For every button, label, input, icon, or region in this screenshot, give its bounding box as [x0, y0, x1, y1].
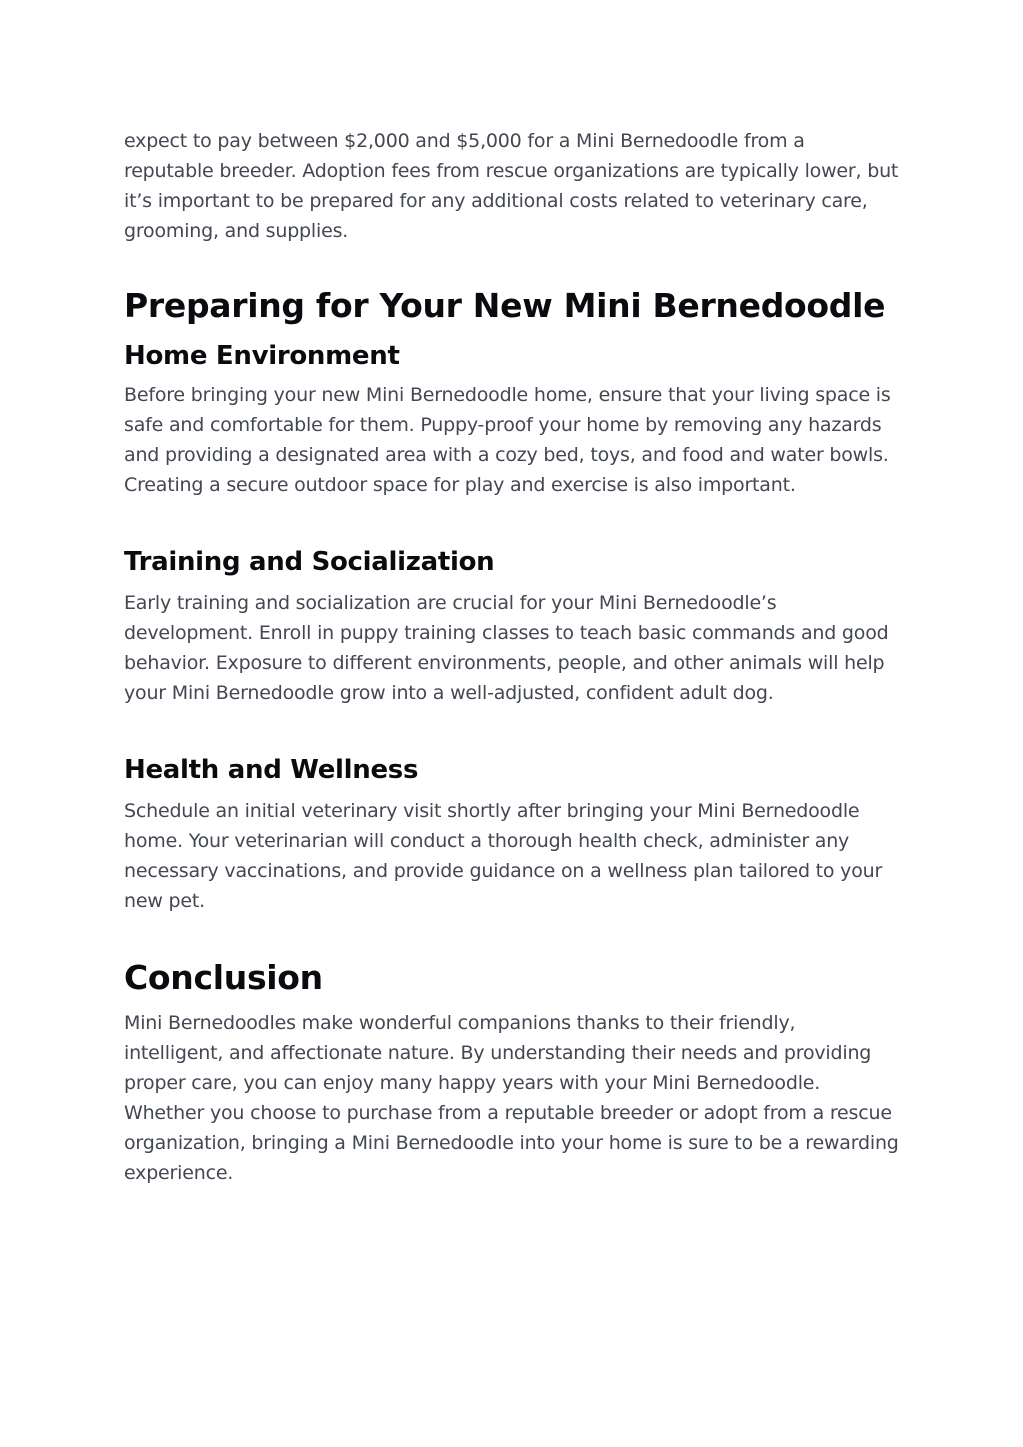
subheading-training-socialization: Training and Socialization: [124, 547, 495, 577]
subheading-home-environment: Home Environment: [124, 341, 400, 371]
paragraph-conclusion: Mini Bernedoodles make wonderful companions thanks to their friendly, intelligent, and affectionate nature. By understanding their needs and providing proper care, you can enjoy many happy years with your Mini Bernedoodle. Whether you choose to purchase from a reputable breeder or adopt from a rescue organization, bringing a Mini Bernedoodle into your home is sure to be a rewarding experience.: [124, 1012, 899, 1184]
paragraph-home-environment: Before bringing your new Mini Bernedoodle home, ensure that your living space is safe and comfortable for them. Puppy-proof your home by removing any hazards and providing a designated area with a cozy bed, toys, and food and water bowls. Creating a secure outdoor space for play and exercise is also important.: [124, 384, 891, 496]
subheading-health-wellness: Health and Wellness: [124, 755, 419, 785]
paragraph-training-socialization: Early training and socialization are crucial for your Mini Bernedoodle’s development. Enroll in puppy training classes to teach basic commands and good behavior. Exposure to different environments, people, and other animals will help your Mini Bernedoodle grow into a well-adjusted, confident adult dog.: [124, 592, 889, 704]
section-heading-preparing: Preparing for Your New Mini Bernedoodle: [124, 286, 886, 325]
intro-paragraph: expect to pay between $2,000 and $5,000 for a Mini Bernedoodle from a reputable breeder. Adoption fees from rescue organizations are typically lower, but it’s important to be prepared for any additional costs related to veterinary care, grooming, and supplies.: [124, 130, 899, 242]
document-page: [124, 126, 899, 1188]
paragraph-health-wellness: Schedule an initial veterinary visit shortly after bringing your Mini Bernedoodle home. Your veterinarian will conduct a thorough health check, administer any necessary vaccinations, and provide guidance on a wellness plan tailored to your new pet.: [124, 800, 883, 912]
section-heading-conclusion: Conclusion: [124, 958, 323, 997]
